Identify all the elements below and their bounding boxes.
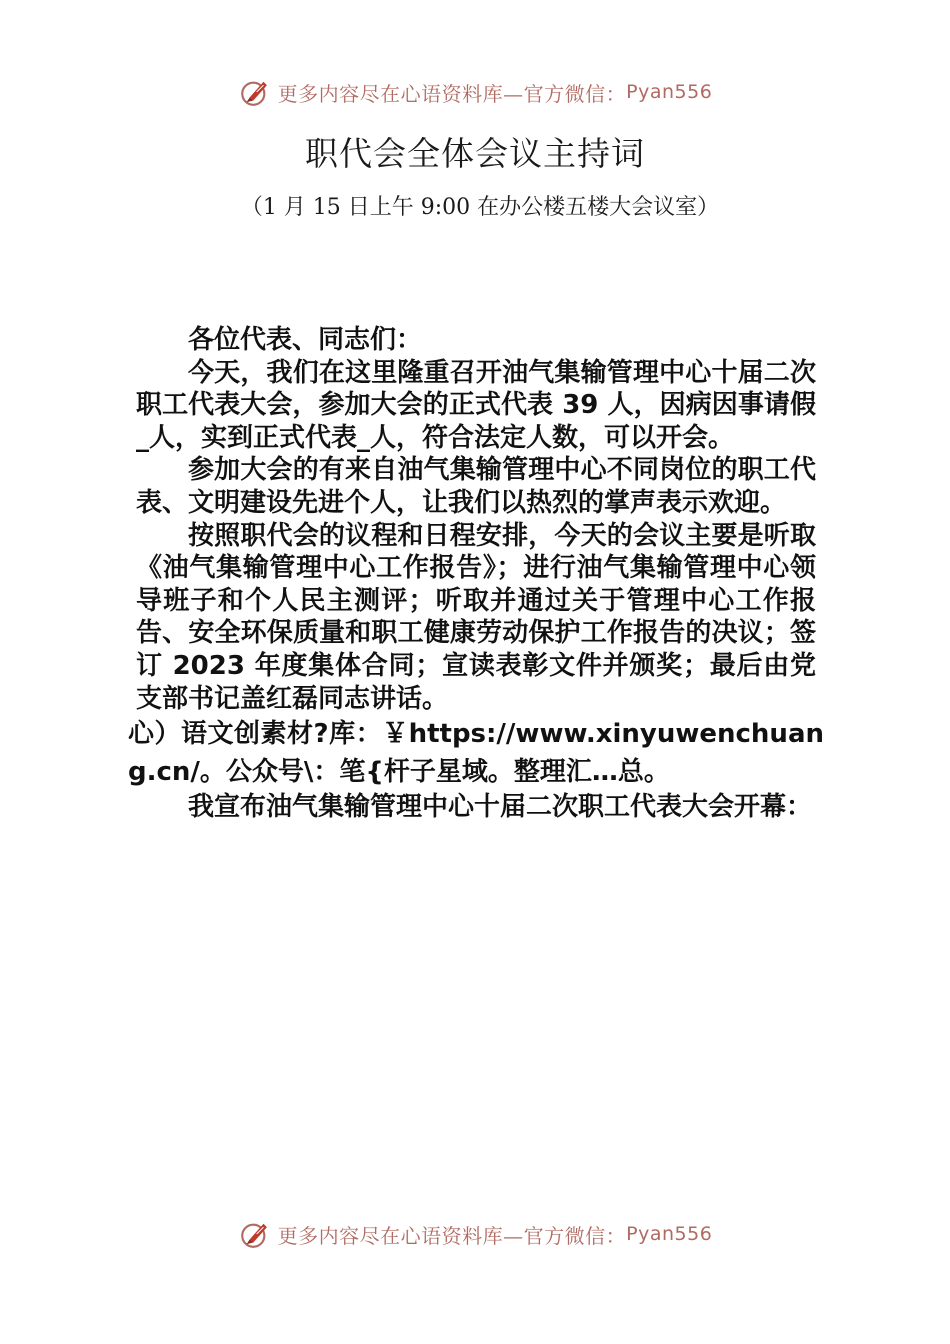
document-subtitle: （1 月 15 日上午 9:00 在办公楼五楼大会议室） bbox=[240, 195, 720, 220]
banner-text: 更多内容尽在心语资料库—官方微信： bbox=[277, 81, 627, 106]
greeting-paragraph: 各位代表、同志们： bbox=[188, 325, 423, 355]
banner-wechat-id: Pyan556 bbox=[626, 81, 713, 103]
banner-text: 更多内容尽在心语资料库—官方微信： bbox=[277, 1223, 627, 1248]
body-paragraph: 参加大会的有来自油气集输管理中心不同岗位的职工代表、文明建设先进个人，让我们以热烈的掌声表示欢迎。 bbox=[136, 455, 816, 518]
banner-wechat-id: Pyan556 bbox=[626, 1223, 713, 1245]
document-body bbox=[128, 324, 824, 824]
body-paragraph: 今天，我们在这里隆重召开油气集输管理中心十届二次职工代表大会，参加大会的正式代表 39 人，因病因事请假_人，实到正式代表_人，符合法定人数，可以开会。 bbox=[136, 357, 816, 453]
document-title: 职代会全体会议主持词 bbox=[305, 134, 645, 173]
pen-nib-logo-icon bbox=[238, 75, 272, 109]
footer-banner bbox=[0, 1214, 950, 1254]
watermark-text: 心）语文创素材?库：￥https://www.xinyuwenchuang.cn/。公众号\：笔{杆子星域。整理汇…总。 bbox=[128, 719, 824, 788]
pen-nib-logo-icon bbox=[238, 1217, 272, 1251]
closing-paragraph: 我宣布油气集输管理中心十届二次职工代表大会开幕： bbox=[188, 792, 813, 823]
body-paragraph: 按照职代会的议程和日程安排，今天的会议主要是听取《油气集输管理中心工作报告》；进行油气集输管理中心领导班子和个人民主测评；听取并通过关于管理中心工作报告、安全环保质量和职工健康劳动保护工作报告的决议；签订 2023 年度集体合同；宣读表彰文件并颁奖；最后由党支部书记盖红磊同志讲话。 bbox=[136, 520, 816, 714]
header-banner bbox=[0, 72, 950, 112]
